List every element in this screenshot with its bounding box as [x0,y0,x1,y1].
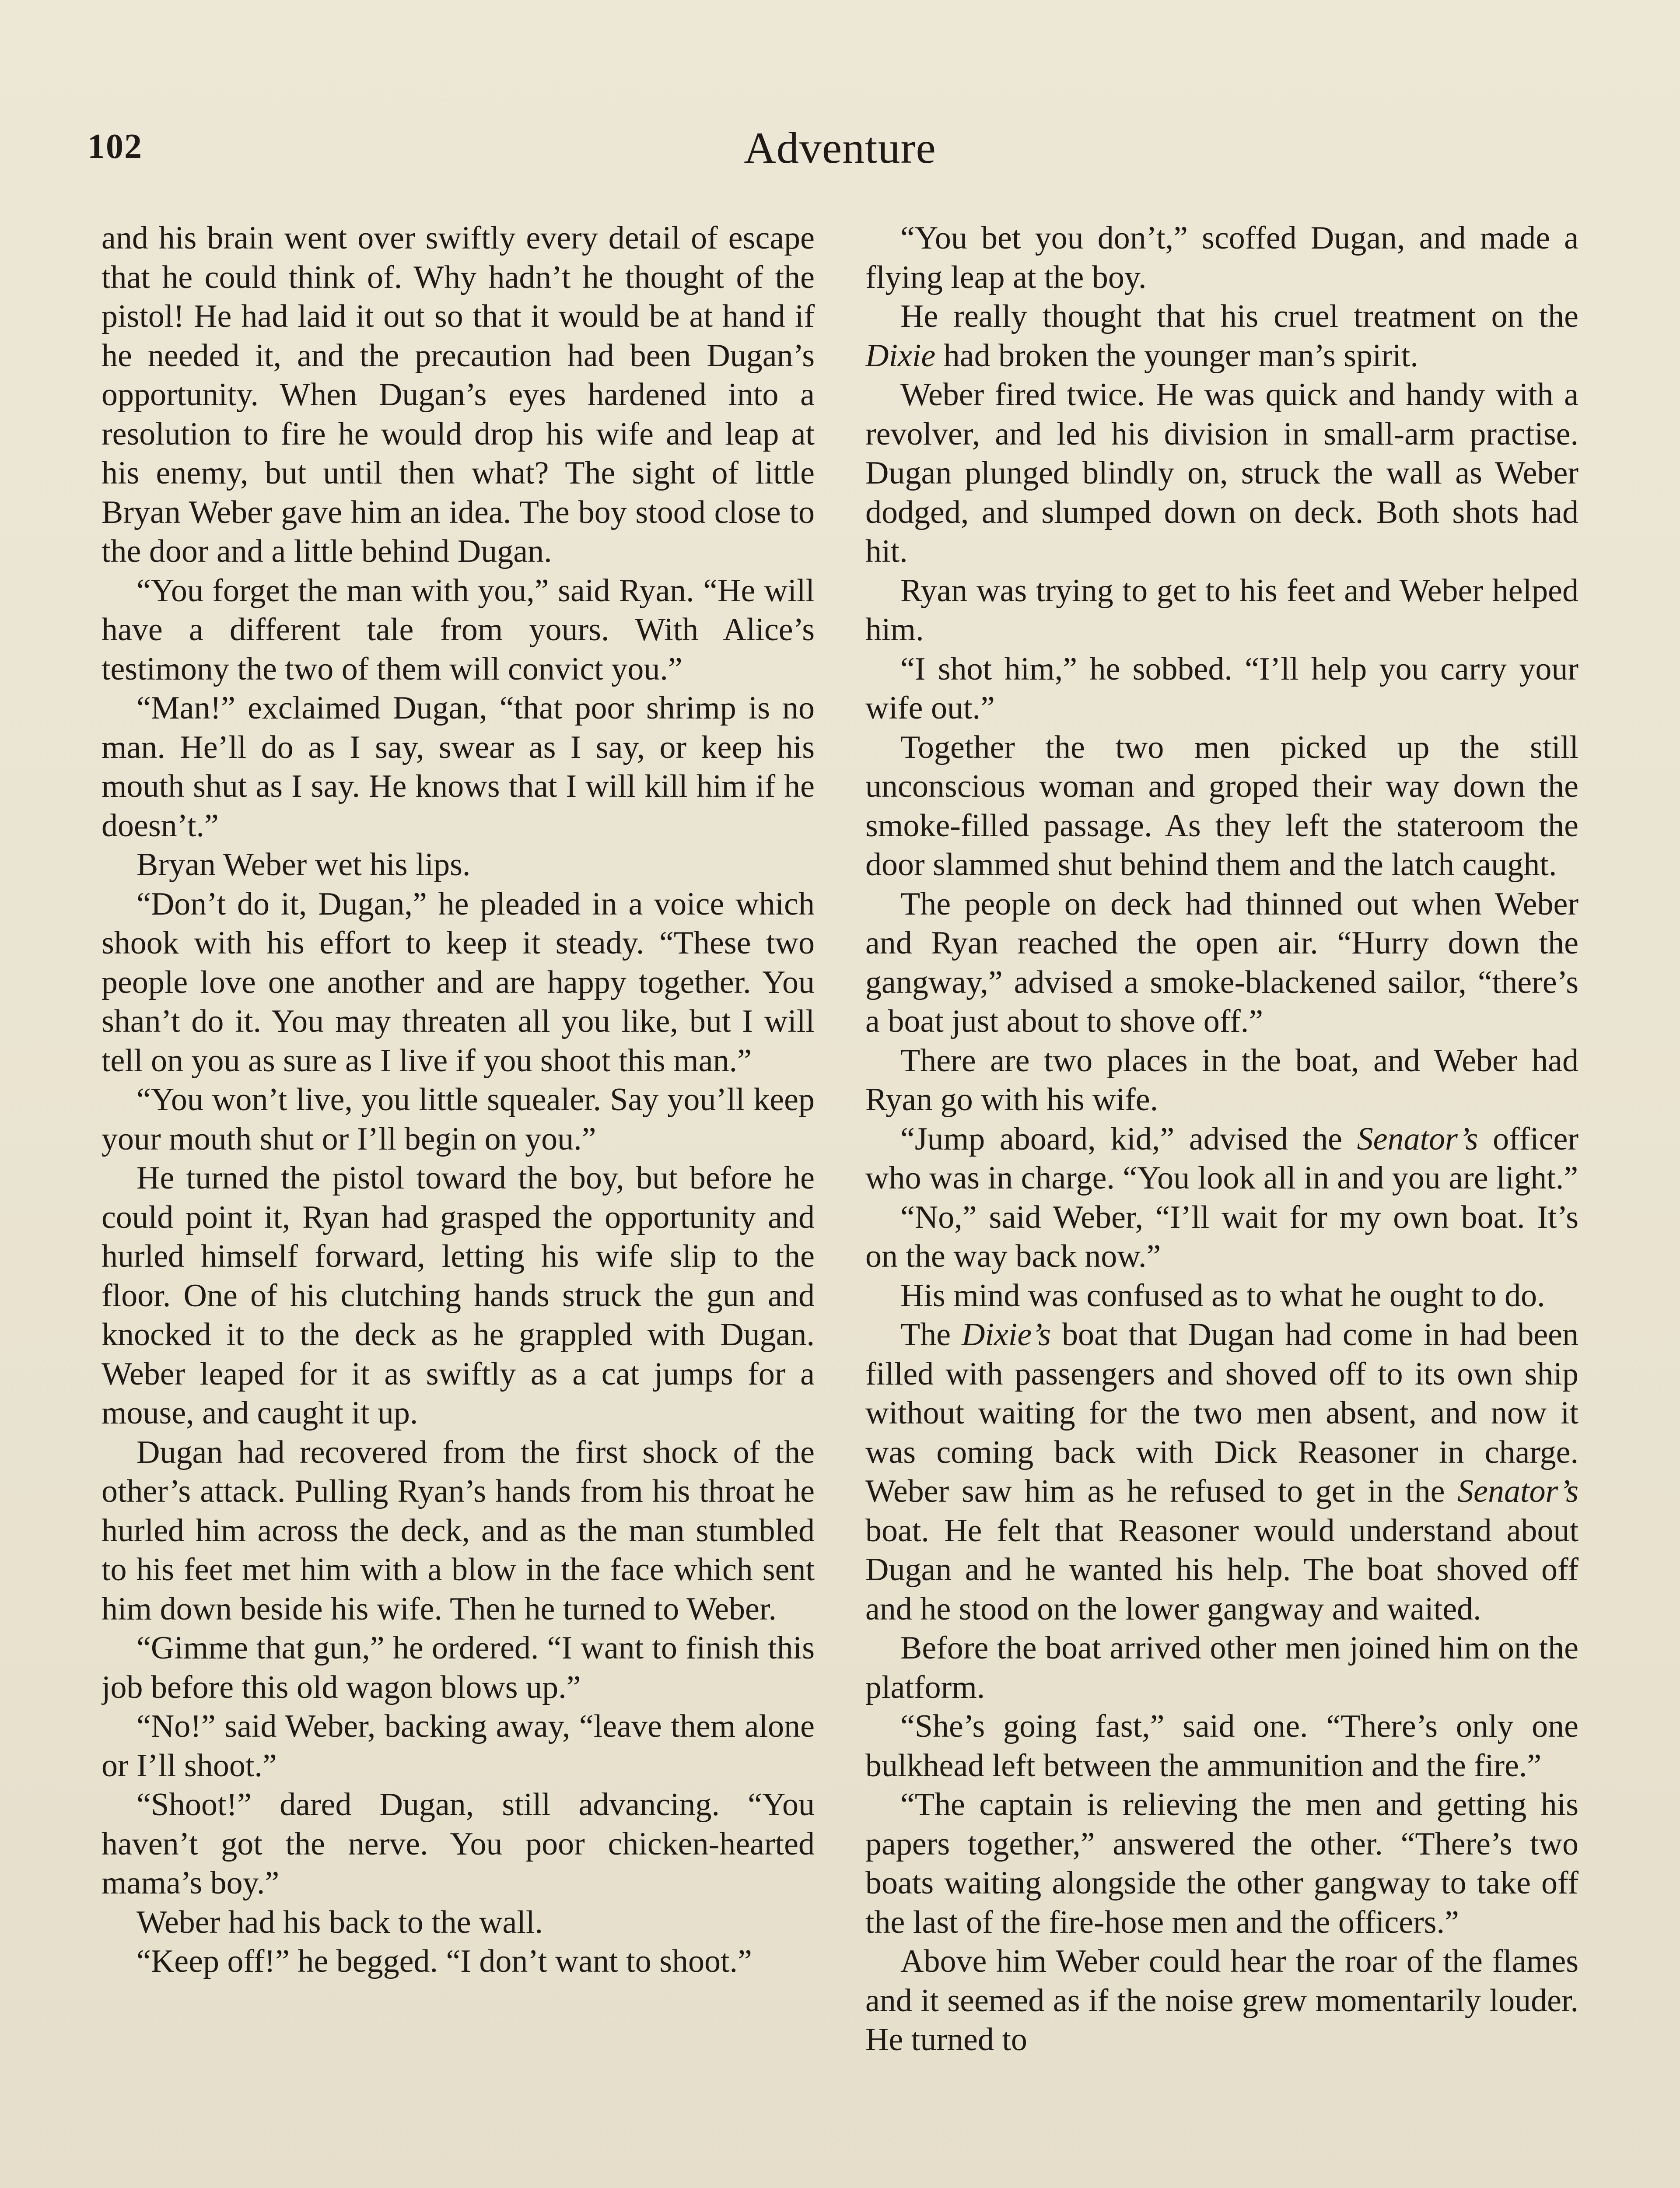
left-column [102,219,815,2188]
text-columns [102,219,1578,2188]
paragraph: “She’s going fast,” said one. “There’s only one bulkhead left between the ammunition and the fire.” [865,1708,1578,1784]
ship-name: Senator’s [1357,1121,1478,1157]
paragraph: His mind was confused as to what he ought to do. [900,1277,1545,1314]
paragraph: “You bet you don’t,” scoffed Dugan, and made a flying leap at the boy. [865,220,1578,295]
paragraph: “Keep off!” he begged. “I don’t want to shoot.” [136,1943,752,1979]
page-number: 102 [88,127,143,166]
paragraph: “The captain is relieving the men and getting his papers together,” answered the other. “There’s two boats waiting alongside the other gangway to take off the last of the fire-hose men and the officers.” [865,1787,1578,1940]
paragraph: and his brain went over swiftly every detail of escape that he could think of. Why hadn’t he thought of the pistol! He had laid it out so that it would be at hand if he needed it, and the precaution had been Dugan’s opportunity. When Dugan’s eyes hardened into a resolution to fire he would drop his wife and leap at his enemy, but until then what? The sight of little Bryan Weber gave him an idea. The boy stood close to the door and a little behind Dugan. [102,220,815,569]
paragraph: He turned the pistol toward the boy, but before he could point it, Ryan had grasped the opportunity and hurled himself forward, letting his wife slip to the floor. One of his clutching hands struck the gun and knocked it to the deck as he grappled with Dugan. Weber leaped for it as swiftly as a cat jumps for a mouse, and caught it up. [102,1160,815,1431]
ship-name: Dixie [865,337,936,374]
paragraph: The Dixie’s boat that Dugan had come in had been filled with passengers and shoved off to its own ship without waiting for the two men absent, and now it was coming back with Dick Reasoner in charge. Weber saw him as he refused to get in the Senator’s boat. He felt that Reasoner would understand about Dugan and he wanted his help. The boat shoved off and he stood on the lower gangway and waited. [865,1317,1578,1627]
paragraph: Weber fired twice. He was quick and handy with a revolver, and led his division in small-arm practise. Dugan plunged blindly on, struck the wall as Weber dodged, and slumped down on deck. Both shots had hit. [865,377,1578,569]
paragraph: “You won’t live, you little squealer. Say you’ll keep your mouth shut or I’ll begin on you.” [102,1082,815,1157]
ship-name: Senator’s [1457,1473,1578,1509]
paragraph: Bryan Weber wet his lips. [136,847,471,883]
paragraph: “Don’t do it, Dugan,” he pleaded in a voice which shook with his effort to keep it steady. “These two people love one another and are happy together. You shan’t do it. You may threaten all you like, but I will tell on you as sure as I live if you shoot this man.” [102,886,815,1079]
paragraph: “I shot him,” he sobbed. “I’ll help you carry your wife out.” [865,651,1578,726]
paragraph: Ryan was trying to get to his feet and Weber helped him. [865,572,1578,648]
paragraph: “You forget the man with you,” said Ryan. “He will have a different tale from yours. With Alice’s testimony the two of them will convict you.” [102,572,815,687]
paragraph: “No,” said Weber, “I’ll wait for my own boat. It’s on the way back now.” [865,1199,1578,1274]
paragraph: He really thought that his cruel treatment on the Dixie had broken the younger man’s spirit. [865,298,1578,374]
paragraph: There are two places in the boat, and Weber had Ryan go with his wife. [865,1042,1578,1118]
paragraph: “Man!” exclaimed Dugan, “that poor shrimp is no man. He’ll do as I say, swear as I say, or keep his mouth shut as I say. He knows that I will kill him if he doesn’t.” [102,690,815,844]
paragraph: Dugan had recovered from the first shock of the other’s attack. Pulling Ryan’s hands from his throat he hurled him across the deck, and as the man stumbled to his feet met him with a blow in the face which sent him down beside his wife. Then he turned to Weber. [102,1434,815,1627]
paragraph: “Shoot!” dared Dugan, still advancing. “You haven’t got the nerve. You poor chicken-hearted mama’s boy.” [102,1787,815,1901]
paragraph: “Jump aboard, kid,” advised the Senator’s officer who was in charge. “You look all in and you are light.” [865,1121,1578,1196]
page-header [88,118,1592,184]
paragraph: Weber had his back to the wall. [136,1904,543,1940]
paragraph: Together the two men picked up the still unconscious woman and groped their way down the smoke-filled passage. As they left the stateroom the door slammed shut behind them and the latch caught. [865,729,1578,883]
paragraph: The people on deck had thinned out when Weber and Ryan reached the open air. “Hurry down the gangway,” advised a smoke-blackened sailor, “there’s a boat just about to shove off.” [865,886,1578,1039]
paragraph: “Gimme that gun,” he ordered. “I want to finish this job before this old wagon blows up.” [102,1630,815,1705]
paragraph: Above him Weber could hear the roar of the flames and it seemed as if the noise grew momentarily louder. He turned to [865,1943,1578,2058]
ship-name: Dixie’s [961,1317,1051,1353]
magazine-title: Adventure [744,123,936,173]
right-column [865,219,1578,2188]
paragraph: “No!” said Weber, backing away, “leave them alone or I’ll shoot.” [102,1708,815,1784]
paragraph: Before the boat arrived other men joined him on the platform. [865,1630,1578,1705]
